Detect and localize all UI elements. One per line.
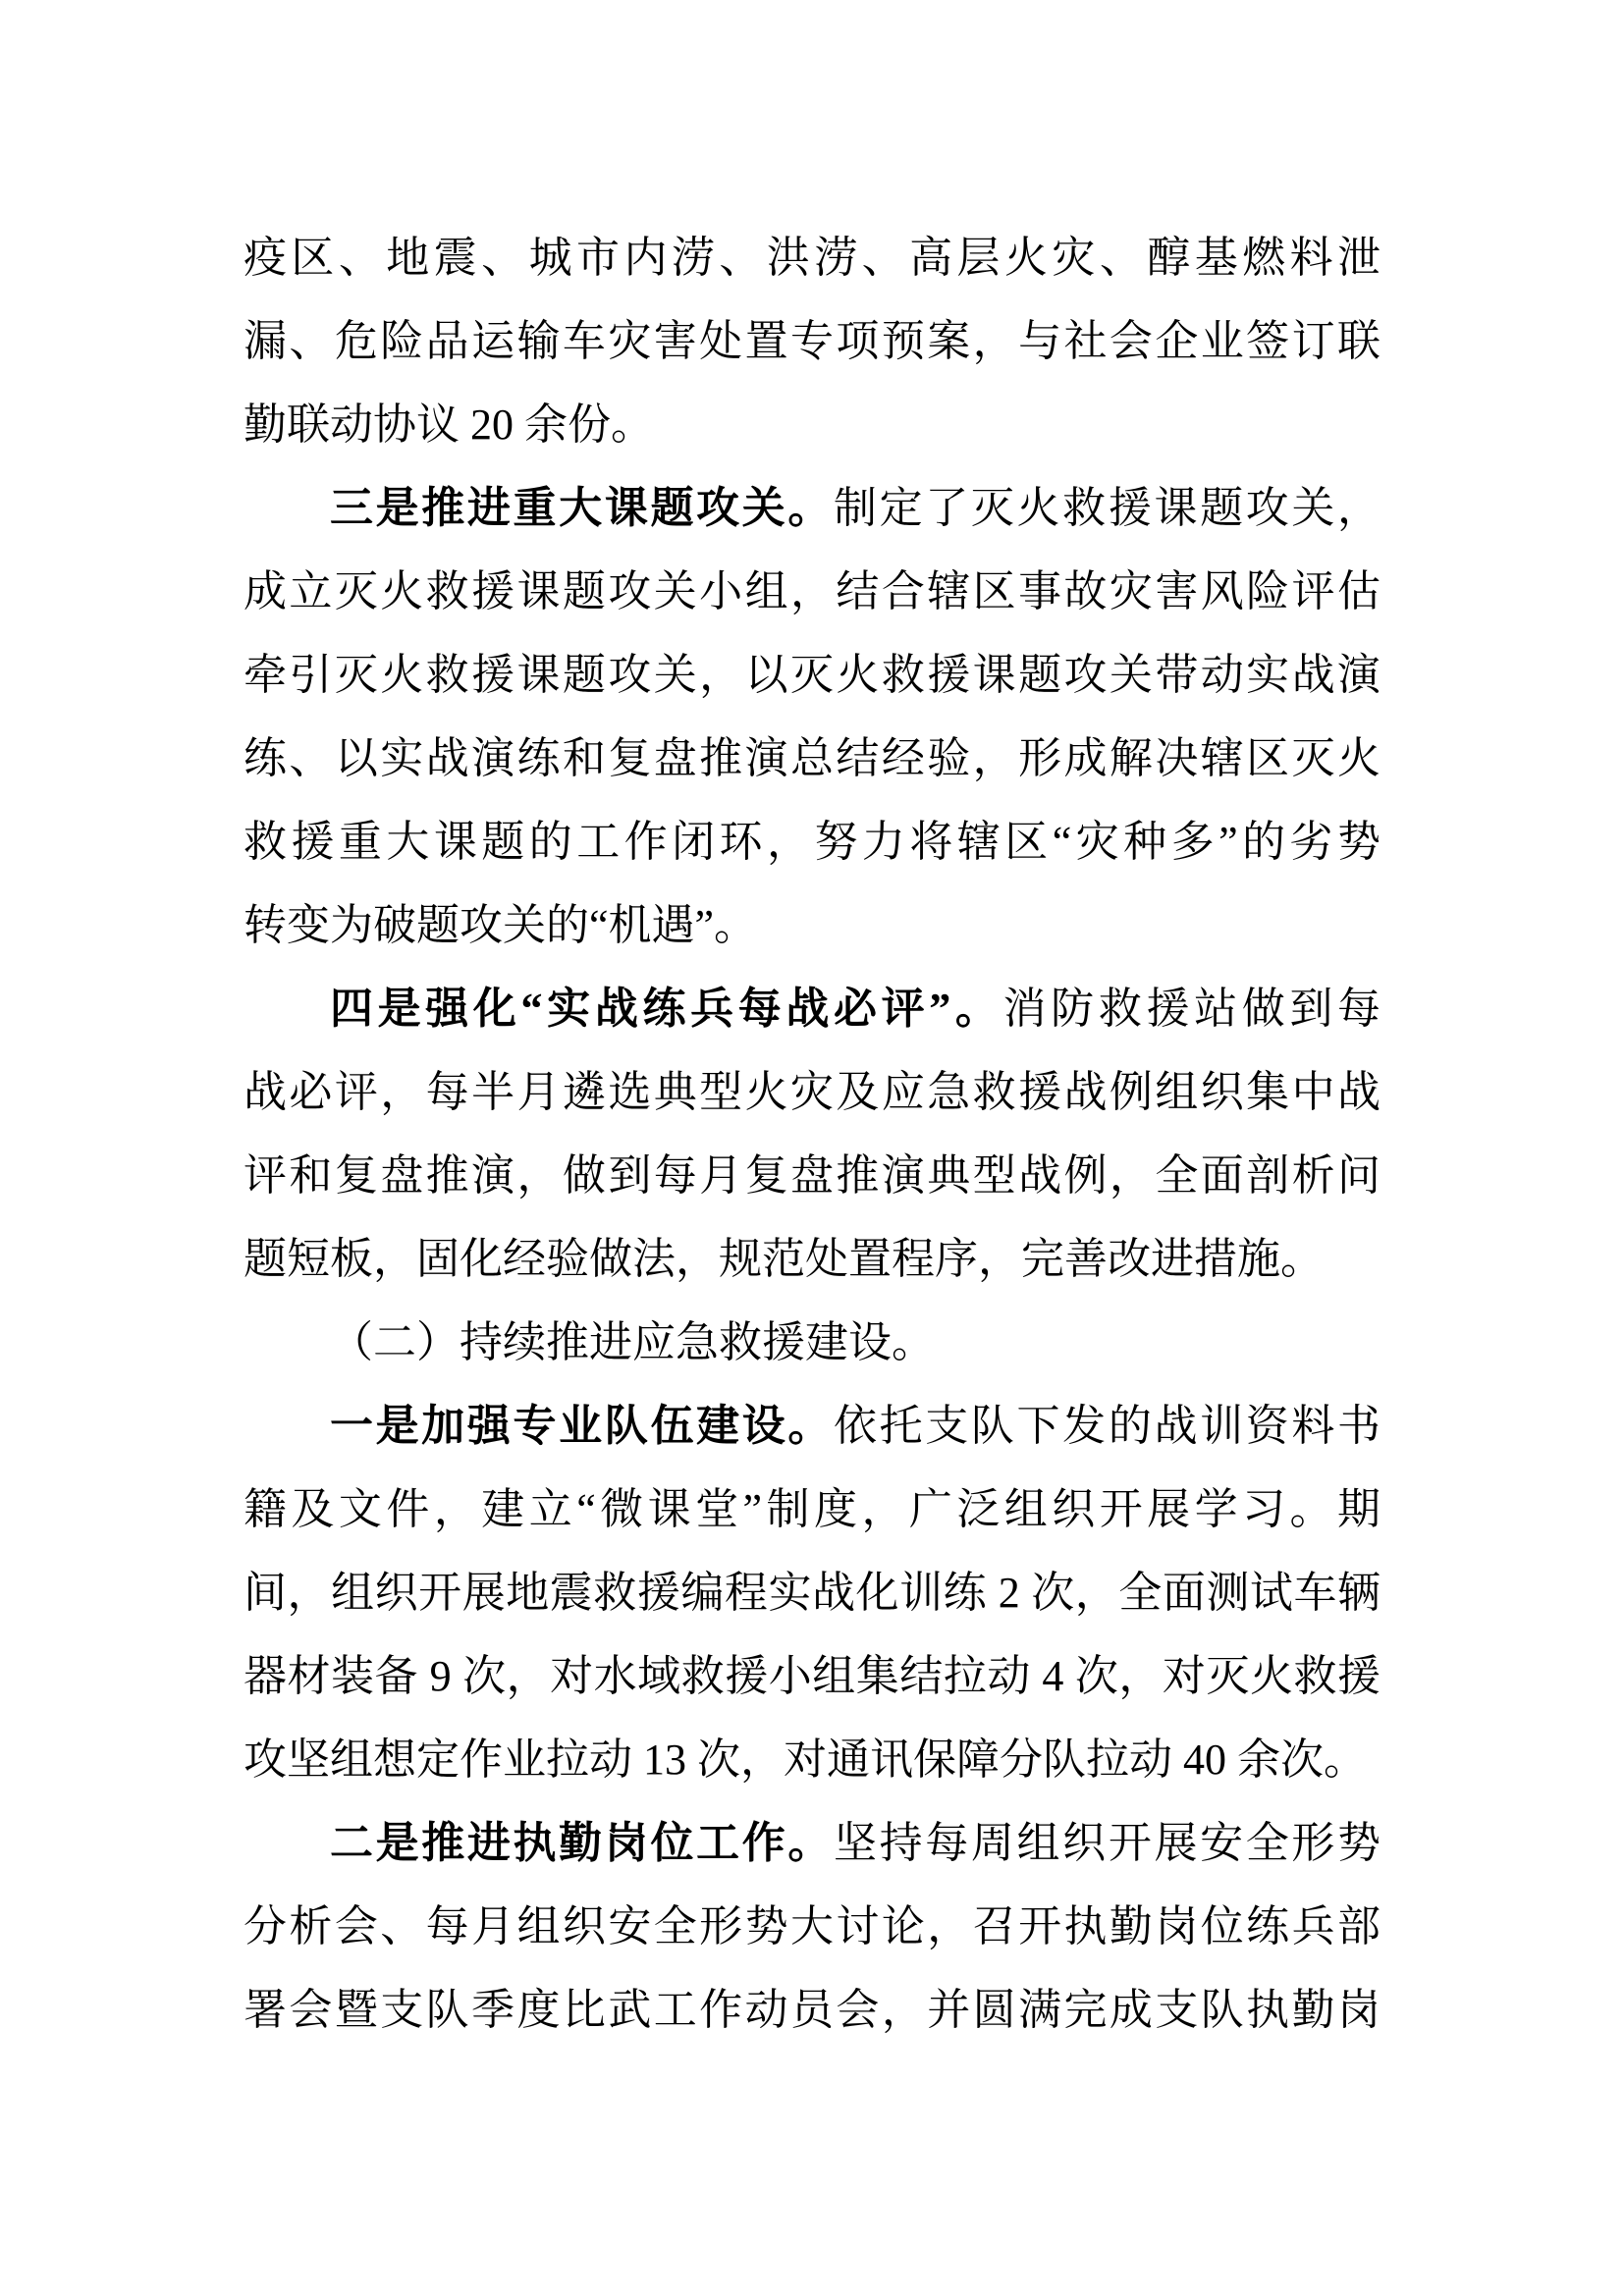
paragraph bbox=[244, 1801, 1380, 2052]
document-body bbox=[244, 216, 1380, 2052]
text-run: 消防救援站做到每 bbox=[1002, 985, 1381, 1033]
text-run: 器材装备 9 次，对水域救援小组集结拉动 4 次，对灭火救援 bbox=[244, 1652, 1380, 1700]
text-run: 练、以实战演练和复盘推演总结经验，形成解决辖区灭火 bbox=[244, 734, 1380, 782]
text-run: 坚持每周组织开展安全形势 bbox=[834, 1819, 1380, 1867]
text-run: 漏、危险品运输车灾害处置专项预案，与社会企业签订联 bbox=[244, 317, 1380, 365]
text-run: 题短板，固化经验做法，规范处置程序，完善改进措施。 bbox=[244, 1235, 1324, 1283]
text-run: 战必评，每半月遴选典型火灾及应急救援战例组织集中战 bbox=[244, 1068, 1380, 1116]
text-line bbox=[244, 1134, 1380, 1217]
text-line bbox=[244, 1718, 1380, 1801]
text-run: 分析会、每月组织安全形势大讨论，召开执勤岗位练兵部 bbox=[244, 1902, 1380, 1950]
paragraph bbox=[244, 216, 1380, 466]
bold-text-run: 一是加强专业队伍建设。 bbox=[330, 1402, 834, 1450]
text-run: 间，组织开展地震救援编程实战化训练 2 次，全面测试车辆 bbox=[244, 1569, 1380, 1617]
text-run: 牵引灭火救援课题攻关，以灭火救援课题攻关带动实战演 bbox=[244, 651, 1380, 699]
paragraph bbox=[244, 1301, 1380, 1384]
text-line bbox=[244, 717, 1380, 800]
text-line bbox=[244, 299, 1380, 383]
text-line bbox=[244, 1634, 1380, 1718]
text-line bbox=[244, 1801, 1380, 1885]
text-line bbox=[244, 800, 1380, 883]
text-run: 制定了灭火救援课题攻关， bbox=[834, 484, 1380, 532]
text-run: 署会暨支队季度比武工作动员会，并圆满完成支队执勤岗 bbox=[244, 1986, 1380, 2034]
text-line bbox=[244, 1968, 1380, 2052]
text-run: 勤联动协议 20 余份。 bbox=[244, 400, 654, 449]
text-line bbox=[244, 1217, 1380, 1301]
text-line bbox=[244, 550, 1380, 633]
text-run: 转变为破题攻关的“机遇”。 bbox=[244, 901, 758, 949]
paragraph bbox=[244, 1384, 1380, 1801]
text-line bbox=[244, 967, 1380, 1050]
text-run: 攻坚组想定作业拉动 13 次，对通讯保障分队拉动 40 余次。 bbox=[244, 1735, 1367, 1784]
text-line bbox=[244, 1885, 1380, 1968]
text-run: 籍及文件，建立“微课堂”制度，广泛组织开展学习。期 bbox=[244, 1485, 1380, 1533]
paragraph bbox=[244, 967, 1380, 1301]
text-line bbox=[244, 383, 1380, 466]
text-run: 成立灭火救援课题攻关小组，结合辖区事故灾害风险评估 bbox=[244, 567, 1380, 615]
text-run: 救援重大课题的工作闭环，努力将辖区“灾种多”的劣势 bbox=[244, 818, 1380, 866]
bold-text-run: 二是推进执勤岗位工作。 bbox=[330, 1819, 834, 1867]
text-line bbox=[244, 1301, 1380, 1384]
text-line bbox=[244, 1050, 1380, 1134]
text-run: 依托支队下发的战训资料书 bbox=[834, 1402, 1380, 1450]
text-line bbox=[244, 466, 1380, 550]
text-line bbox=[244, 1468, 1380, 1551]
text-line bbox=[244, 1384, 1380, 1468]
text-line bbox=[244, 633, 1380, 717]
text-line bbox=[244, 883, 1380, 967]
text-run: （二）持续推进应急救援建设。 bbox=[330, 1318, 935, 1366]
paragraph bbox=[244, 466, 1380, 967]
text-line bbox=[244, 1551, 1380, 1634]
text-run: 疫区、地震、城市内涝、洪涝、高层火灾、醇基燃料泄 bbox=[244, 234, 1380, 282]
text-line bbox=[244, 216, 1380, 299]
text-run: 评和复盘推演，做到每月复盘推演典型战例，全面剖析问 bbox=[244, 1151, 1380, 1200]
bold-text-run: 四是强化“实战练兵每战必评”。 bbox=[330, 985, 1003, 1033]
bold-text-run: 三是推进重大课题攻关。 bbox=[330, 484, 834, 532]
